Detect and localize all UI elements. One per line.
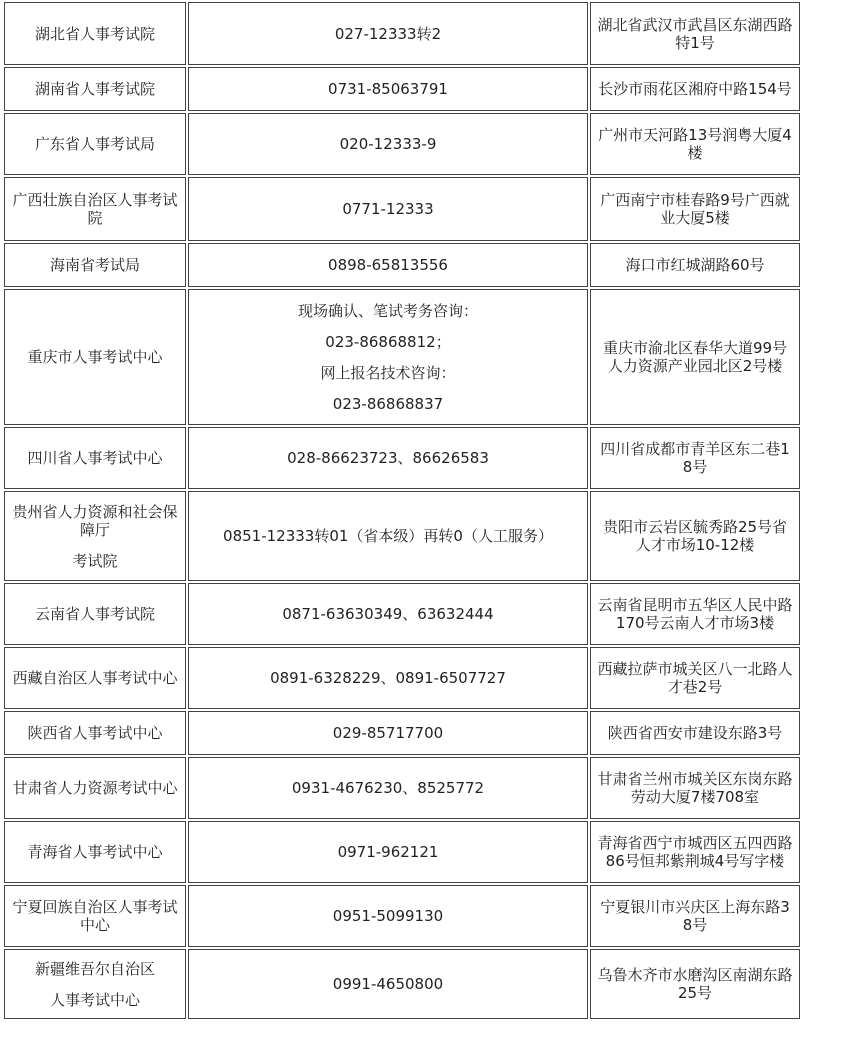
institution-cell xyxy=(4,949,186,1019)
institution-cell-line: 考试院 xyxy=(72,551,118,570)
address-cell-line: 甘肃省兰州市城关区东岗东路劳动大厦7楼708室 xyxy=(597,770,793,806)
address-cell xyxy=(590,711,800,755)
table-row xyxy=(4,2,800,65)
institution-cell xyxy=(4,177,186,241)
phone-cell-line: 0931-4676230、8525772 xyxy=(291,779,485,797)
table-row xyxy=(4,243,800,287)
line-spacer xyxy=(195,351,581,364)
institution-cell-line: 湖北省人事考试院 xyxy=(34,24,155,43)
address-cell-line: 乌鲁木齐市水磨沟区南湖东路25号 xyxy=(597,966,793,1002)
institution-cell xyxy=(4,427,186,489)
table-row xyxy=(4,113,800,175)
address-cell xyxy=(590,243,800,287)
address-cell xyxy=(590,491,800,581)
institution-cell xyxy=(4,711,186,755)
table-row xyxy=(4,711,800,755)
line-spacer xyxy=(11,539,179,552)
institution-cell xyxy=(4,491,186,581)
address-cell xyxy=(590,757,800,819)
table-row xyxy=(4,67,800,111)
phone-cell xyxy=(188,243,588,287)
address-cell-line: 湖北省武汉市武昌区东湖西路特1号 xyxy=(597,15,793,52)
institution-cell-line: 人事考试中心 xyxy=(49,990,140,1009)
address-cell xyxy=(590,647,800,709)
line-spacer xyxy=(11,978,179,991)
address-cell xyxy=(590,583,800,645)
institution-cell-line: 新疆维吾尔自治区 xyxy=(34,959,155,978)
institution-cell-line: 广东省人事考试局 xyxy=(34,135,155,153)
table-row xyxy=(4,583,800,645)
line-spacer xyxy=(195,320,581,333)
institution-cell-line: 重庆市人事考试中心 xyxy=(27,348,163,366)
institution-cell xyxy=(4,243,186,287)
phone-cell-line: 0898-65813556 xyxy=(328,256,448,274)
phone-cell xyxy=(188,289,588,425)
phone-cell xyxy=(188,647,588,709)
phone-cell-line: 027-12333转2 xyxy=(334,24,442,43)
table-row xyxy=(4,949,800,1019)
institution-cell-line: 湖南省人事考试院 xyxy=(34,80,155,98)
institution-cell-line: 宁夏回族自治区人事考试中心 xyxy=(12,898,178,934)
address-cell xyxy=(590,949,800,1019)
address-cell xyxy=(590,2,800,65)
address-cell xyxy=(590,177,800,241)
phone-cell-line: 029-85717700 xyxy=(332,724,444,742)
phone-cell xyxy=(188,757,588,819)
institution-cell-line: 海南省考试局 xyxy=(49,256,140,274)
institution-cell-line: 贵州省人力资源和社会保障厅 xyxy=(12,502,178,539)
phone-cell-line: 0871-63630349、63632444 xyxy=(282,605,494,623)
institution-cell xyxy=(4,757,186,819)
phone-cell-line: 023-86868837 xyxy=(332,394,444,413)
address-cell xyxy=(590,427,800,489)
institution-cell-line: 西藏自治区人事考试中心 xyxy=(12,669,178,687)
address-cell xyxy=(590,885,800,947)
institution-cell-line: 陕西省人事考试中心 xyxy=(27,724,163,742)
phone-cell xyxy=(188,491,588,581)
institution-cell-line: 广西壮族自治区人事考试院 xyxy=(12,191,178,227)
address-cell xyxy=(590,113,800,175)
institution-cell xyxy=(4,583,186,645)
institution-cell-line: 青海省人事考试中心 xyxy=(27,843,163,861)
institution-cell xyxy=(4,113,186,175)
phone-cell-line: 020-12333-9 xyxy=(339,135,437,153)
institution-cell-line: 四川省人事考试中心 xyxy=(27,449,163,467)
address-cell-line: 贵阳市云岩区毓秀路25号省人才市场10-12楼 xyxy=(602,518,788,554)
phone-cell xyxy=(188,2,588,65)
table-row xyxy=(4,427,800,489)
phone-cell-line: 023-86868812； xyxy=(325,332,451,351)
table-row xyxy=(4,647,800,709)
phone-cell-line: 0971-962121 xyxy=(337,843,439,861)
address-cell-line: 云南省昆明市五华区人民中路170号云南人才市场3楼 xyxy=(597,596,793,632)
phone-cell xyxy=(188,113,588,175)
phone-cell-line: 0991-4650800 xyxy=(332,975,444,993)
table-row xyxy=(4,177,800,241)
table-row xyxy=(4,885,800,947)
phone-cell-line: 现场确认、笔试考务咨询： xyxy=(297,301,478,320)
institution-cell xyxy=(4,2,186,65)
address-cell-line: 广西南宁市桂春路9号广西就业大厦5楼 xyxy=(600,191,790,227)
phone-cell xyxy=(188,177,588,241)
line-spacer xyxy=(195,382,581,395)
institution-cell xyxy=(4,289,186,425)
institution-cell-line: 云南省人事考试院 xyxy=(34,605,155,623)
table-row xyxy=(4,491,800,581)
address-cell-line: 四川省成都市青羊区东二巷18号 xyxy=(600,440,790,476)
address-cell-line: 西藏拉萨市城关区八一北路人才巷2号 xyxy=(597,660,793,696)
phone-cell-line: 0731-85063791 xyxy=(328,80,448,98)
institution-cell xyxy=(4,821,186,883)
address-cell xyxy=(590,289,800,425)
phone-cell xyxy=(188,821,588,883)
institution-cell xyxy=(4,647,186,709)
phone-cell-line: 0951-5099130 xyxy=(332,907,444,925)
address-cell-line: 重庆市渝北区春华大道99号人力资源产业园北区2号楼 xyxy=(602,339,788,375)
address-cell xyxy=(590,821,800,883)
phone-cell-line: 0771-12333 xyxy=(342,200,434,218)
address-cell-line: 青海省西宁市城西区五四西路86号恒邦紫荆城4号写字楼 xyxy=(597,834,793,870)
table-body xyxy=(4,2,800,1019)
phone-cell-line: 0891-6328229、0891-6507727 xyxy=(270,669,506,687)
phone-cell xyxy=(188,949,588,1019)
phone-cell xyxy=(188,583,588,645)
phone-cell xyxy=(188,711,588,755)
address-cell-line: 长沙市雨花区湘府中路154号 xyxy=(598,80,792,98)
address-cell xyxy=(590,67,800,111)
phone-cell xyxy=(188,885,588,947)
table-row xyxy=(4,289,800,425)
phone-cell xyxy=(188,67,588,111)
institution-cell-line: 甘肃省人力资源考试中心 xyxy=(12,779,178,797)
institution-cell xyxy=(4,67,186,111)
address-cell-line: 陕西省西安市建设东路3号 xyxy=(607,724,783,742)
exam-office-contact-table xyxy=(2,0,802,1021)
address-cell-line: 广州市天河路13号润粤大厦4楼 xyxy=(598,126,792,162)
phone-cell-line: 0851-12333转01（省本级）再转0（人工服务） xyxy=(223,527,553,545)
phone-cell-line: 028-86623723、86626583 xyxy=(287,449,489,467)
table-row xyxy=(4,757,800,819)
address-cell-line: 海口市红城湖路60号 xyxy=(625,256,765,274)
phone-cell xyxy=(188,427,588,489)
phone-cell-line: 网上报名技术咨询： xyxy=(320,363,456,382)
address-cell-line: 宁夏银川市兴庆区上海东路38号 xyxy=(600,898,790,934)
table-row xyxy=(4,821,800,883)
institution-cell xyxy=(4,885,186,947)
